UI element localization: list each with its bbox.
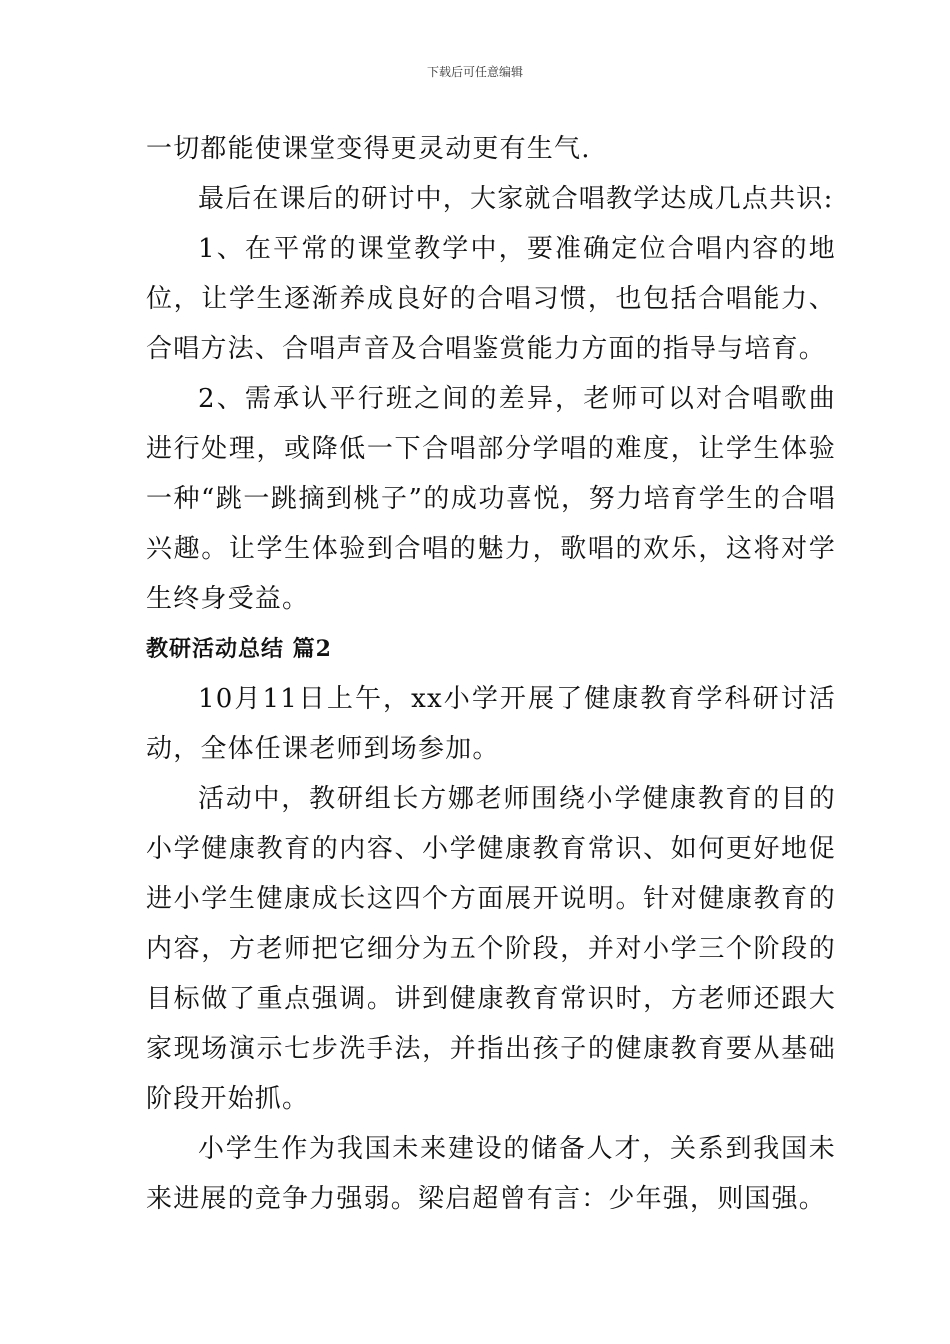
paragraph-consensus-intro: 最后在课后的研讨中，大家就合唱教学达成几点共识: <box>198 184 834 214</box>
section-heading: 教研活动总结 篇2 <box>146 636 332 662</box>
document-body <box>146 124 836 1224</box>
paragraph-event-date: 10月11日上午，xx小学开展了健康教育学科研讨活动，全体任课老师到场参加。 <box>146 684 836 764</box>
paragraph-activity: 活动中，教研组长方娜老师围绕小学健康教育的目的小学健康教育的内容、小学健康教育常识、如何更好地促进小学生健康成长这四个方面展开说明。针对健康教育的内容，方老师把它细分为五个阶段，并对小学三个阶段的目标做了重点强调。讲到健康教育常识时，方老师还跟大家现场演示七步洗手法，并指出孩子的健康教育要从基础阶段开始抓。 <box>146 784 836 1114</box>
page-header: 下载后可任意编辑 <box>426 65 523 79</box>
paragraph-significance: 小学生作为我国未来建设的储备人才，关系到我国未来进展的竞争力强弱。梁启超曾有言：少年强，则国强。 <box>146 1134 836 1214</box>
paragraph-point-1: 1、在平常的课堂教学中，要准确定位合唱内容的地位，让学生逐渐养成良好的合唱习惯，也包括合唱能力、合唱方法、合唱声音及合唱鉴赏能力方面的指导与培育。 <box>146 234 836 364</box>
paragraph-continuation: 一切都能使课堂变得更灵动更有生气. <box>146 134 591 164</box>
paragraph-point-2: 2、需承认平行班之间的差异，老师可以对合唱歌曲进行处理，或降低一下合唱部分学唱的难度，让学生体验一种“跳一跳摘到桃子”的成功喜悦，努力培育学生的合唱兴趣。让学生体验到合唱的魅力，歌唱的欢乐，这将对学生终身受益。 <box>146 384 836 614</box>
